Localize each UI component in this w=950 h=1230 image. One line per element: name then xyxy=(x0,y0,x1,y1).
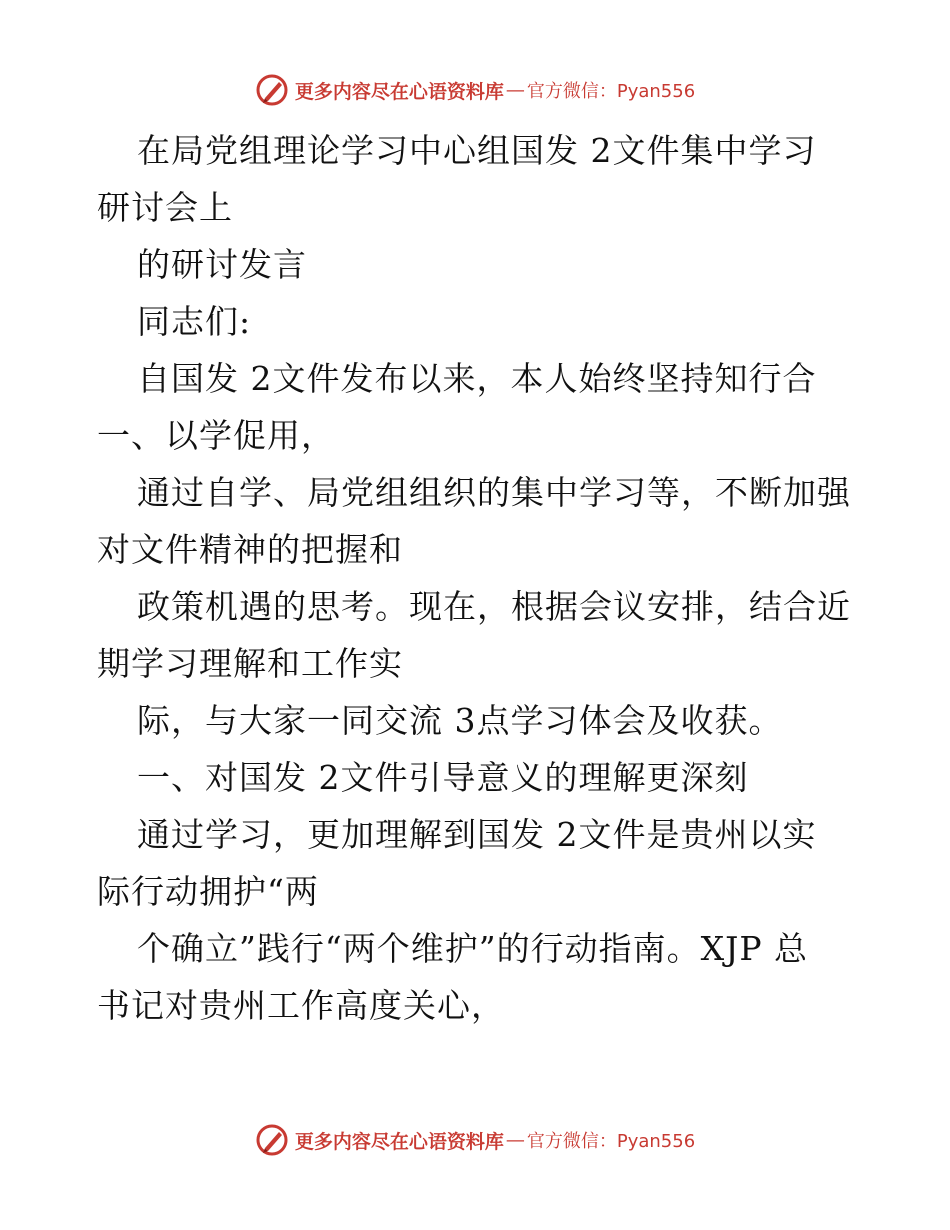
text-line: 际，与大家一同交流 3点学习体会及收获。 xyxy=(137,701,783,740)
header-watermark xyxy=(0,70,950,110)
watermark-wechat-text: 官方微信：Pyan556 xyxy=(526,81,696,102)
watermark-wechat-text: 官方微信：Pyan556 xyxy=(526,1131,696,1152)
text-line: 自国发 2文件发布以来，本人始终坚持知行合 xyxy=(137,359,817,398)
text-line: 一、对国发 2文件引导意义的理解更深刻 xyxy=(137,758,749,797)
text-line: 在局党组理论学习中心组国发 2文件集中学习 xyxy=(137,131,817,170)
text-line: 期学习理解和工作实 xyxy=(97,644,403,683)
text-line: 对文件精神的把握和 xyxy=(97,530,403,569)
watermark-site-text: 更多内容尽在心语资料库 xyxy=(294,1130,504,1153)
text-line: 通过自学、局党组组织的集中学习等，不断加强 xyxy=(137,473,851,512)
text-line: 一、以学促用， xyxy=(97,416,335,455)
footer-watermark xyxy=(0,1120,950,1160)
watermark-site-text: 更多内容尽在心语资料库 xyxy=(294,80,504,103)
text-line: 个确立”践行“两个维护”的行动指南。XJP 总 xyxy=(137,929,809,968)
text-line: 同志们: xyxy=(137,302,252,341)
watermark-dash: — xyxy=(505,1129,525,1151)
text-line: 的研讨发言 xyxy=(137,245,307,284)
pen-logo-icon xyxy=(255,73,289,107)
text-line: 际行动拥护“两 xyxy=(97,872,319,911)
watermark-dash: — xyxy=(505,79,525,101)
text-line: 通过学习，更加理解到国发 2文件是贵州以实 xyxy=(137,815,817,854)
pen-logo-icon xyxy=(255,1123,289,1157)
text-line: 书记对贵州工作高度关心， xyxy=(97,986,505,1025)
document-body xyxy=(97,122,857,1034)
text-line: 研讨会上 xyxy=(97,188,233,227)
text-line: 政策机遇的思考。现在，根据会议安排，结合近 xyxy=(137,587,851,626)
